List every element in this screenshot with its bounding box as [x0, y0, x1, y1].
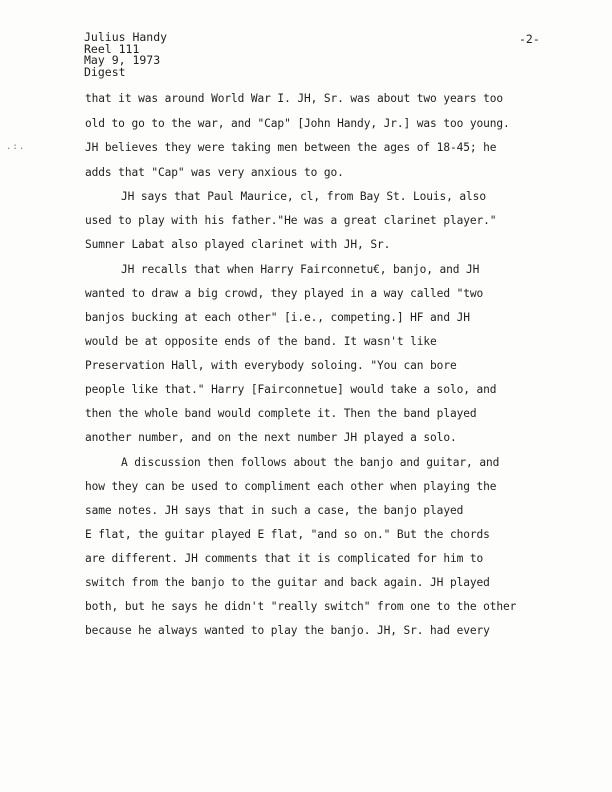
page-number: -2-	[519, 32, 540, 46]
body-line: both, but he says he didn't "really switch" from one to the other	[85, 600, 517, 613]
body-line: Sumner Labat also played clarinet with JH, Sr.	[85, 238, 391, 251]
body-line: another number, and on the next number JH played a solo.	[85, 431, 457, 444]
body-line: A discussion then follows about the banjo and guitar, and	[121, 456, 500, 469]
body-line: JH recalls that when Harry Fairconnetu€, banjo, and JH	[121, 263, 480, 276]
body-line: how they can be used to compliment each other when playing the	[85, 480, 497, 493]
body-line: used to play with his father."He was a great clarinet player."	[85, 214, 497, 227]
document-header	[84, 32, 167, 78]
body-line: Preservation Hall, with everybody soloing. "You can bore	[85, 359, 457, 372]
body-line: old to go to the war, and "Cap" [John Handy, Jr.] was too young.	[85, 117, 510, 130]
body-line: because he always wanted to play the banjo. JH, Sr. had every	[85, 624, 490, 637]
body-line: adds that "Cap" was very anxious to go.	[85, 166, 344, 179]
header-date: May 9, 1973	[84, 53, 161, 67]
margin-mark: .:.	[6, 142, 26, 152]
body-line: that it was around World War I. JH, Sr. was about two years too	[85, 92, 504, 105]
header-type: Digest	[84, 64, 126, 79]
body-line: are different. JH comments that it is complicated for him to	[85, 552, 484, 565]
body-line: wanted to draw a big crowd, they played in a way called "two	[85, 287, 484, 300]
header-name: Julius Handy	[84, 30, 168, 44]
header-reel: Reel 111	[84, 41, 140, 56]
body-line: same notes. JH says that in such a case, the banjo played	[85, 504, 464, 517]
body-line: banjos bucking at each other" [i.e., competing.] HF and JH	[85, 311, 470, 324]
body-line: JH believes they were taking men between the ages of 18-45; he	[85, 141, 497, 154]
body-line: people like that." Harry [Fairconnetue] would take a solo, and	[85, 383, 497, 396]
body-line: switch from the banjo to the guitar and back again. JH played	[85, 576, 490, 589]
body-line: E flat, the guitar played E flat, "and so on." But the chords	[85, 528, 490, 541]
body-line: would be at opposite ends of the band. It wasn't like	[85, 335, 437, 348]
body-line: then the whole band would complete it. Then the band played	[85, 407, 477, 420]
body-line: JH says that Paul Maurice, cl, from Bay St. Louis, also	[121, 190, 486, 203]
